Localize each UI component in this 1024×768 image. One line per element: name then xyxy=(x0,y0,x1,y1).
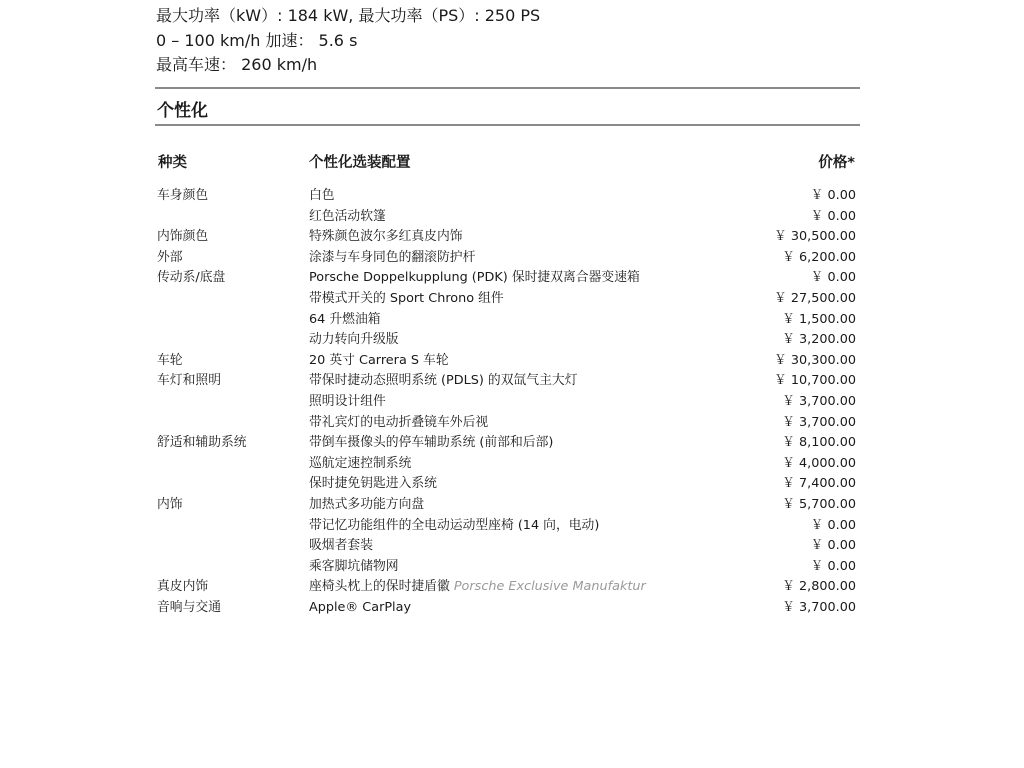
table-header xyxy=(0,151,1024,171)
table-row xyxy=(0,186,1024,207)
row-price: ￥ 27,500.00 xyxy=(774,290,856,306)
row-option-text: 带倒车摄像头的停车辅助系统 (前部和后部) xyxy=(309,435,554,451)
row-option xyxy=(309,330,399,350)
row-option xyxy=(309,474,437,494)
table-row xyxy=(0,557,1024,578)
row-option-text: 保时捷免钥匙进入系统 xyxy=(309,476,437,492)
row-option xyxy=(309,433,553,453)
row-option xyxy=(309,268,640,288)
table-row xyxy=(0,495,1024,516)
row-category: 车轮 xyxy=(157,352,183,368)
row-price: ￥ 30,500.00 xyxy=(774,229,856,245)
table-row xyxy=(0,516,1024,537)
table-row xyxy=(0,330,1024,351)
header-price: 价格* xyxy=(818,155,855,171)
table-row xyxy=(0,207,1024,228)
table-row xyxy=(0,310,1024,331)
row-option-text: 照明设计组件 xyxy=(309,393,386,409)
row-option-text: 64 升燃油箱 xyxy=(309,311,381,327)
row-price: ￥ 0.00 xyxy=(810,558,856,574)
row-option xyxy=(309,495,424,515)
row-option xyxy=(309,207,386,227)
row-option-text: 带记忆功能组件的全电动运动型座椅 (14 向，电动) xyxy=(309,517,600,533)
row-option xyxy=(309,536,373,556)
options-table xyxy=(0,186,1024,618)
row-option xyxy=(309,557,399,577)
row-option-text: 吸烟者套装 xyxy=(309,538,373,554)
row-price: ￥ 30,300.00 xyxy=(774,352,856,368)
table-row xyxy=(0,598,1024,619)
row-option xyxy=(309,392,386,412)
table-row xyxy=(0,227,1024,248)
row-price: ￥ 3,700.00 xyxy=(782,599,856,615)
row-price: ￥ 0.00 xyxy=(810,188,856,203)
header-option: 个性化选装配置 xyxy=(309,155,411,171)
row-option xyxy=(309,371,578,391)
row-price: ￥ 7,400.00 xyxy=(782,476,856,492)
row-price: ￥ 2,800.00 xyxy=(782,579,856,595)
row-option xyxy=(309,310,381,330)
spec-power: 最大功率（kW）: 184 kW, 最大功率（PS）: 250 PS xyxy=(156,6,541,25)
table-row xyxy=(0,413,1024,434)
row-category: 内饰 xyxy=(157,496,183,512)
row-option-brand-note: Porsche Exclusive Manufaktur xyxy=(453,579,646,595)
row-option xyxy=(309,186,335,206)
row-option-text: 巡航定速控制系统 xyxy=(309,455,412,471)
row-price: ￥ 6,200.00 xyxy=(782,249,856,265)
row-option-text: 带模式开关的 Sport Chrono 组件 xyxy=(309,290,504,306)
row-category: 音响与交通 xyxy=(157,599,221,615)
row-option-text: 带保时捷动态照明系统 (PDLS) 的双氙气主大灯 xyxy=(309,373,578,389)
row-price: ￥ 0.00 xyxy=(810,208,856,224)
row-option xyxy=(309,598,411,618)
table-row xyxy=(0,474,1024,495)
row-option-text: 带礼宾灯的电动折叠镜车外后视 xyxy=(309,414,489,430)
row-option xyxy=(309,454,411,474)
row-price: ￥ 3,700.00 xyxy=(782,414,856,430)
table-row xyxy=(0,289,1024,310)
section-divider-bottom xyxy=(155,124,860,126)
row-category: 车灯和照明 xyxy=(157,373,221,389)
table-row xyxy=(0,371,1024,392)
spec-top-speed: 最高车速： 260 km/h xyxy=(156,55,318,74)
row-price: ￥ 3,200.00 xyxy=(782,332,856,348)
row-price: ￥ 10,700.00 xyxy=(774,373,856,389)
row-option xyxy=(309,413,488,433)
table-row xyxy=(0,392,1024,413)
row-price: ￥ 3,700.00 xyxy=(782,393,856,409)
row-option-text: 特殊颜色波尔多红真皮内饰 xyxy=(309,229,463,245)
spec-block xyxy=(156,4,540,78)
row-category: 舒适和辅助系统 xyxy=(157,435,247,451)
table-row xyxy=(0,536,1024,557)
row-option-text: 涂漆与车身同色的翻滚防护杆 xyxy=(309,249,476,265)
row-option-text: Apple® CarPlay xyxy=(309,599,412,615)
row-option xyxy=(309,227,463,247)
header-category: 种类 xyxy=(158,155,187,171)
row-price: ￥ 0.00 xyxy=(810,517,856,533)
row-option-text: Porsche Doppelkupplung (PDK) 保时捷双离合器变速箱 xyxy=(309,270,640,286)
table-row xyxy=(0,268,1024,289)
table-row xyxy=(0,248,1024,269)
row-option xyxy=(309,516,599,536)
section-divider-top xyxy=(155,87,860,89)
row-option-text: 动力转向升级版 xyxy=(309,332,399,348)
row-category: 真皮内饰 xyxy=(157,579,209,595)
row-option-text: 白色 xyxy=(309,188,335,203)
row-option-text: 20 英寸 Carrera S 车轮 xyxy=(309,352,449,368)
spec-acceleration: 0 – 100 km/h 加速： 5.6 s xyxy=(156,30,358,50)
row-option-text: 座椅头枕上的保时捷盾徽 xyxy=(309,579,450,595)
row-option xyxy=(309,248,475,268)
row-option xyxy=(309,351,449,371)
row-price: ￥ 0.00 xyxy=(810,270,856,286)
row-option-text: 乘客脚坑储物网 xyxy=(309,558,399,574)
table-row xyxy=(0,433,1024,454)
row-price: ￥ 8,100.00 xyxy=(782,435,856,451)
row-category: 外部 xyxy=(157,249,183,265)
row-category: 传动系/底盘 xyxy=(157,270,226,286)
row-category: 内饰颜色 xyxy=(157,229,209,245)
section-title: 个性化 xyxy=(157,101,208,121)
row-option-text: 加热式多功能方向盘 xyxy=(309,496,425,512)
row-price: ￥ 0.00 xyxy=(810,538,856,554)
row-price: ￥ 1,500.00 xyxy=(782,311,856,327)
table-row xyxy=(0,454,1024,475)
table-row xyxy=(0,351,1024,372)
row-price: ￥ 4,000.00 xyxy=(782,455,856,471)
row-option-text: 红色活动软篷 xyxy=(309,208,386,224)
row-price: ￥ 5,700.00 xyxy=(782,496,856,512)
table-row xyxy=(0,577,1024,598)
row-option xyxy=(309,577,646,597)
row-option xyxy=(309,289,504,309)
row-category: 车身颜色 xyxy=(157,188,209,203)
